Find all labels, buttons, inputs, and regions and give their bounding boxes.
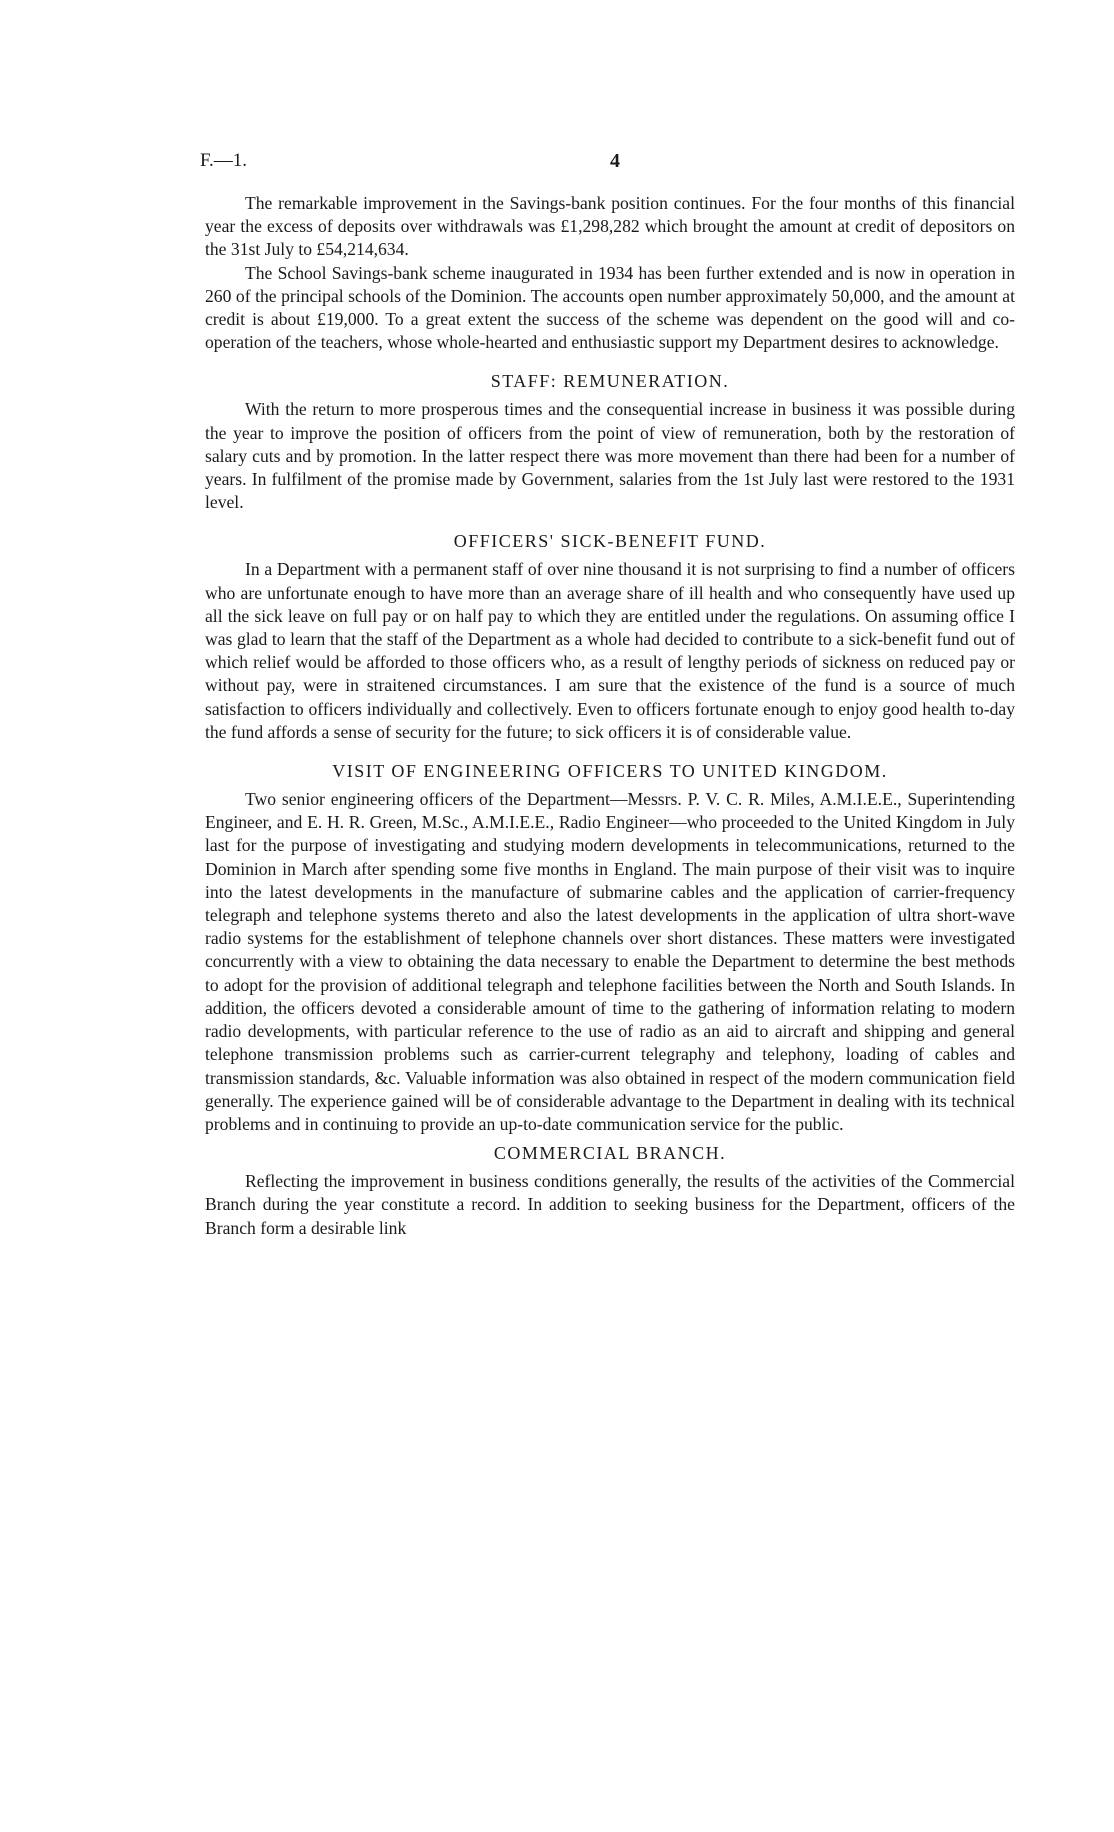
sick-benefit-heading: OFFICERS' SICK-BENEFIT FUND. [453, 531, 767, 552]
engineering-heading: VISIT OF ENGINEERING OFFICERS TO UNITED KINGDOM. [332, 761, 888, 782]
page-header [200, 150, 1022, 180]
staff-heading: STAFF: REMUNERATION. [490, 371, 730, 392]
savings-paragraph-1: The remarkable improvement in the Savings-bank position continues. For the four months of this financial year the excess of deposits over withdrawals was £1,298,282 which brought the amount at credit of depositors on the 31st July to £54,214,634. [205, 193, 1015, 260]
commercial-paragraph: Reflecting the improvement in business conditions generally, the results of the activities of the Commercial Branch during the year constitute a record. In addition to seeking business for the Department, officers of the Branch form a desirable link [205, 1171, 1015, 1238]
page-number: 4 [610, 150, 620, 172]
commercial-heading: COMMERCIAL BRANCH. [493, 1143, 727, 1164]
sick-benefit-paragraph: In a Department with a permanent staff of over nine thousand it is not surprising to find a number of officers who are unfortunate enough to have more than an average share of ill health and who consequently have used up all the sick leave on full pay or on half pay to which they are entitled under the regulations. On assuming office I was glad to learn that the staff of the Department as a whole had decided to contribute to a sick-benefit fund out of which relief would be afforded to those officers who, as a result of lengthy periods of sickness on reduced pay or without pay, were in straitened circumstances. I am sure that the existence of the fund is a source of much satisfaction to officers individually and collectively. Even to officers fortunate enough to enjoy good health to-day the fund affords a sense of security for the future; to sick officers it is of considerable value. [205, 559, 1015, 742]
savings-paragraph-2: The School Savings-bank scheme inaugurated in 1934 has been further extended and is now in operation in 260 of the principal schools of the Dominion. The accounts open number approximately 50,000, and the amount at credit is about £19,000. To a great extent the success of the scheme was dependent on the good will and co-operation of the teachers, whose whole-hearted and enthusiastic support my Department desires to acknowledge. [205, 262, 1015, 353]
engineering-paragraph: Two senior engineering officers of the Department—Messrs. P. V. C. R. Miles, A.M.I.E.E., Superintending Engineer, and E. H. R. Green, M.Sc., A.M.I.E.E., Radio Engineer—who proceeded to the United Kingdom in July last for the purpose of investigating and studying modern developments in telecommunications, returned to the Dominion in March after spending some five months in England. The main purpose of their visit was to inquire into the latest developments in the manufacture of submarine cables and the application of carrier-frequency telegraph and telephone systems thereto and also the latest developments in the application of ultra short-wave radio systems for the establishment of telephone channels over short distances. These matters were investigated concurrently with a view to obtaining the data necessary to enable the Department to determine the best methods to adopt for the provision of additional telegraph and telephone facilities between the North and South Islands. In addition, the officers devoted a considerable amount of time to the gathering of information relating to modern radio developments, with particular reference to the use of radio as an aid to aircraft and shipping and general telephone transmission problems such as carrier-current telegraphy and telephony, loading of cables and transmission standards, &c. Valuable information was also obtained in respect of the modern communication field generally. The experience gained will be of considerable advantage to the Department in dealing with its technical problems and in continuing to provide an up-to-date communication service for the public. [205, 789, 1015, 1134]
staff-paragraph: With the return to more prosperous times and the consequential increase in business it was possible during the year to improve the position of officers from the point of view of remuneration, both by the restoration of salary cuts and by promotion. In the latter respect there was more movement than there had been for a number of years. In fulfilment of the promise made by Government, salaries from the 1st July last were restored to the 1931 level. [205, 399, 1015, 513]
page-reference: F.—1. [200, 150, 248, 171]
document-body [205, 192, 1015, 1240]
